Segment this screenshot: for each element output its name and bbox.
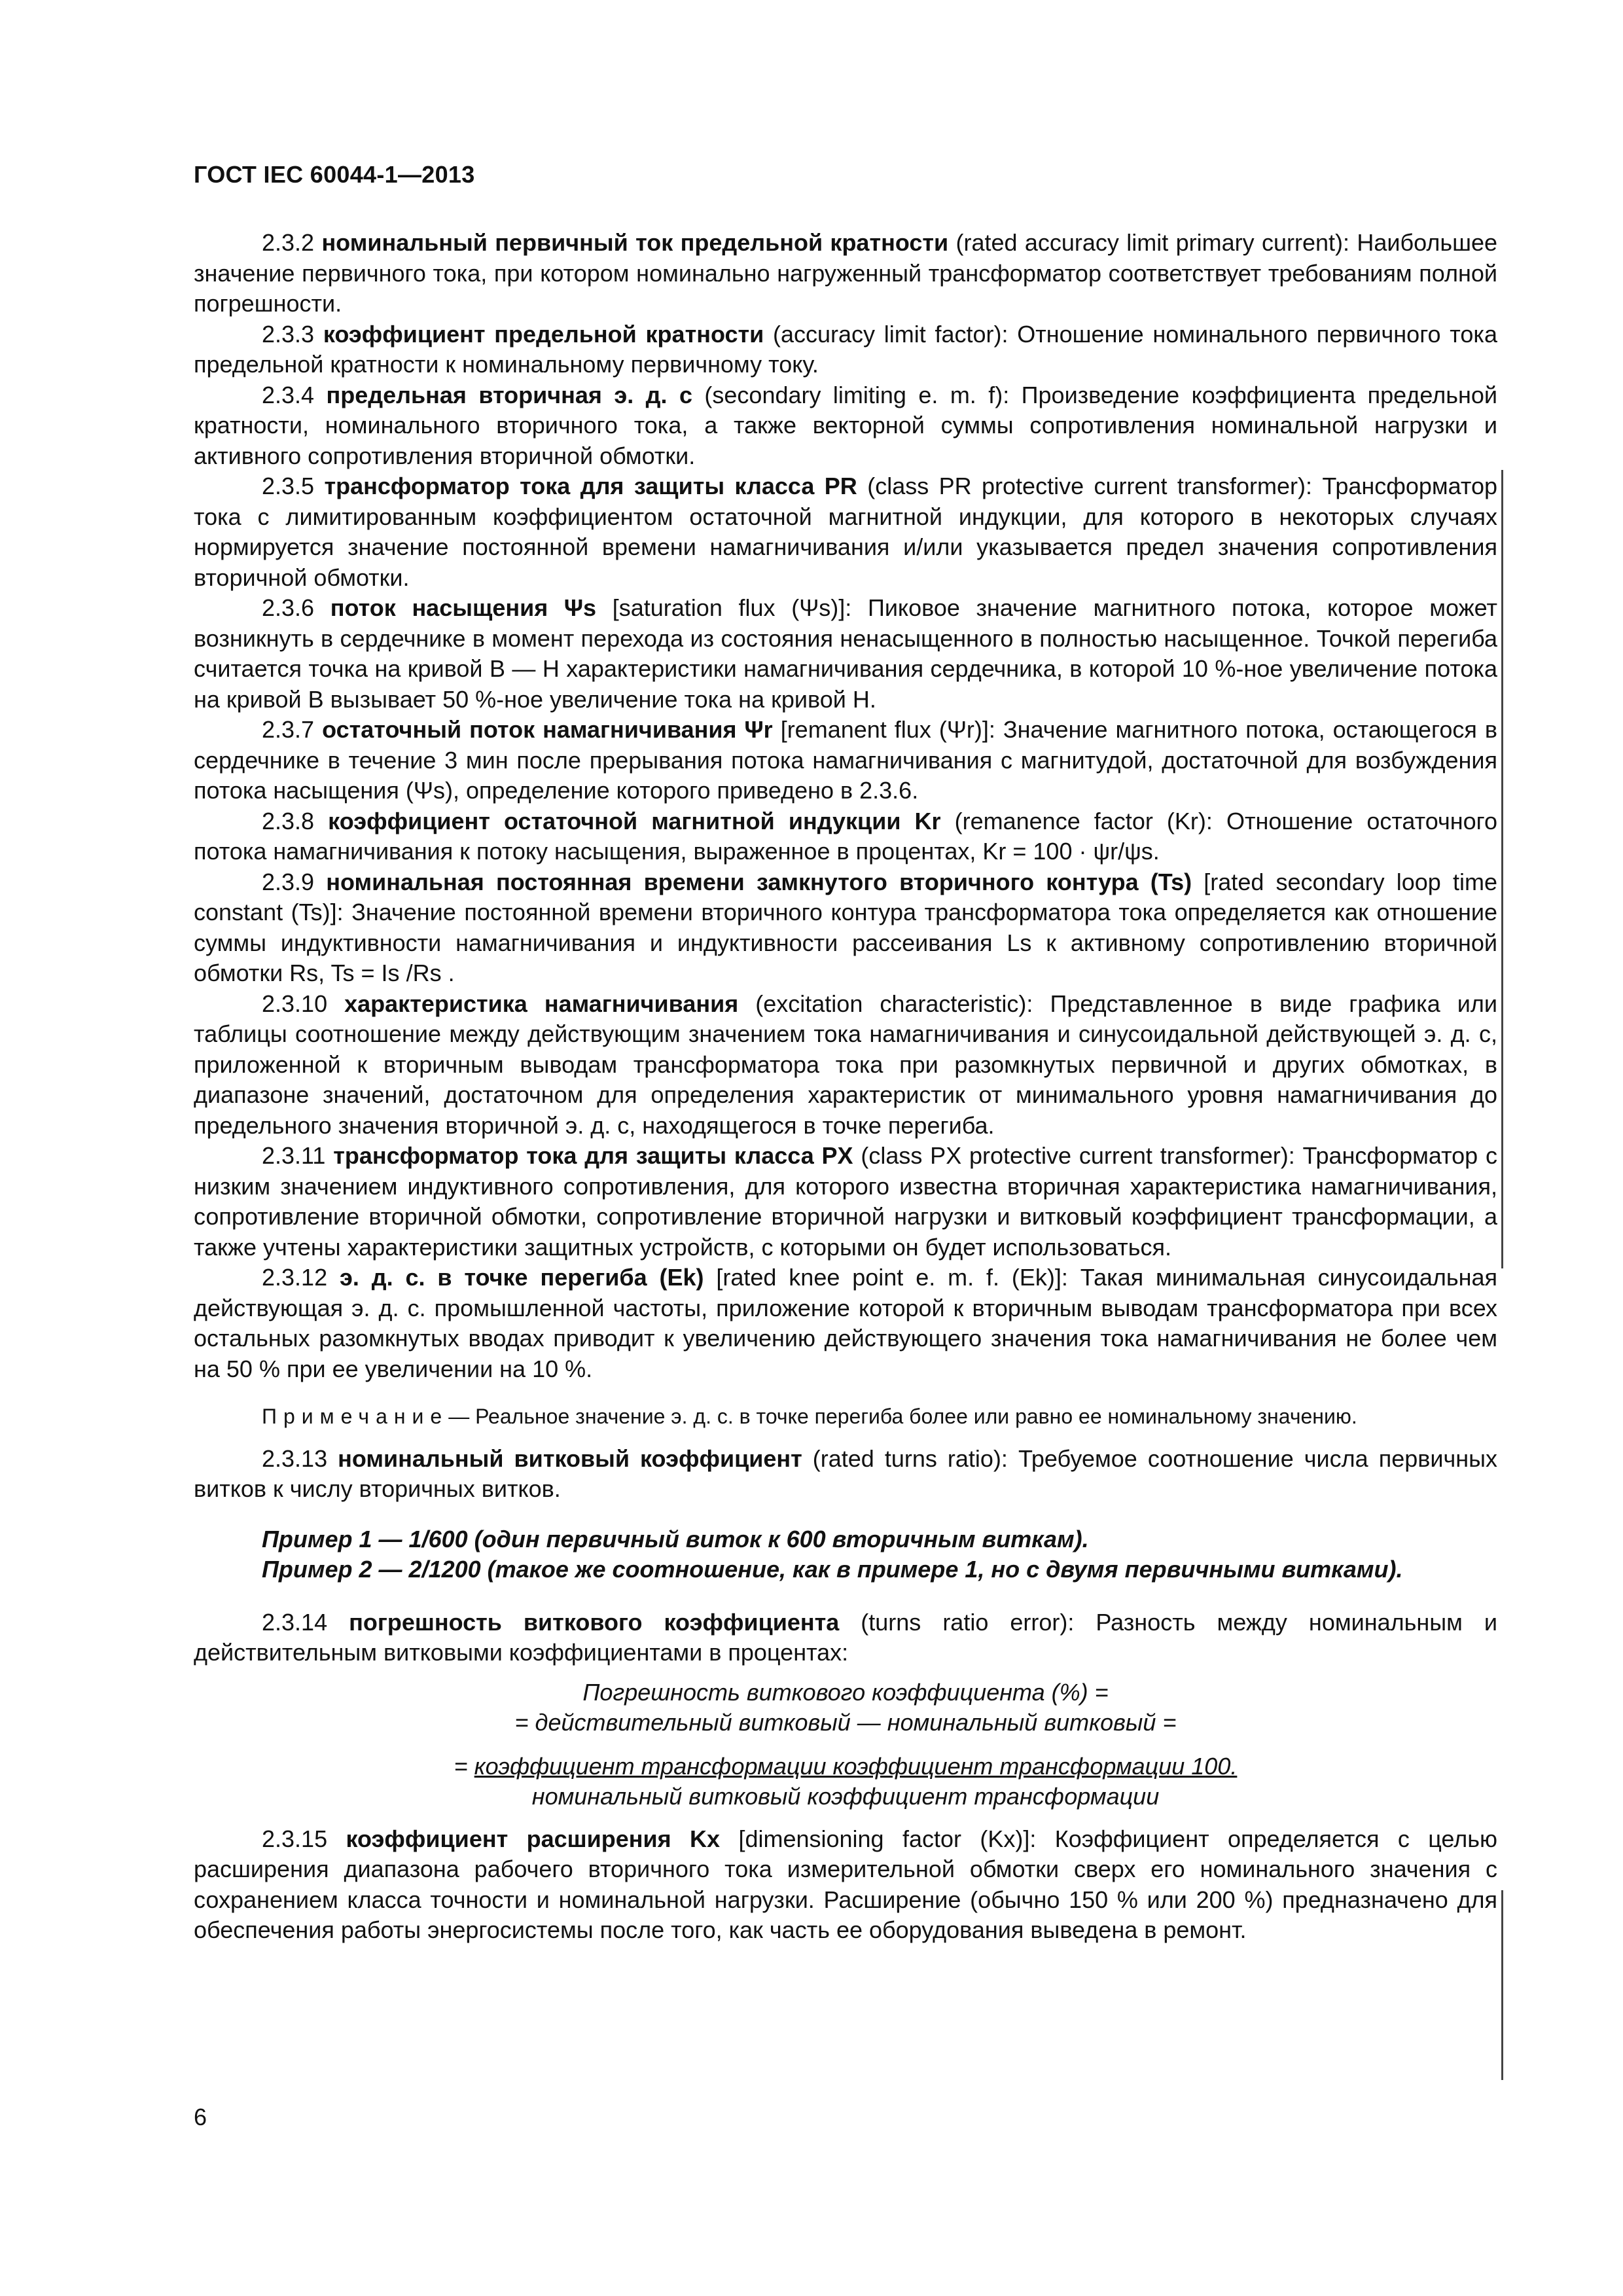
clause-number: 2.3.10 [262, 990, 328, 1017]
definition-2-3-9 [194, 867, 1497, 989]
document-header: ГОСТ IEC 60044-1—2013 [194, 161, 475, 188]
note [194, 1401, 1497, 1432]
definition-text: [saturation flux (Ψs)]: Пиковое значение магнитного потока, которое может возникнуть в сердечнике в момент перехода из состояния ненасыщенного в полностью насыщенное. Точкой перегиба считается точка на кривой В — Н характеристики намагничивания сердечника, в которой 10 %-ное увеличение потока на кривой В вызывает 50 %-ное увеличение тока на кривой Н. [194, 594, 1497, 713]
definition-text: (remanence factor (Kr): Отношение остаточного потока намагничивания к потоку насыщения, выраженное в процентах, Kr = 100 · ψr/ψs. [194, 807, 1497, 865]
term: остаточный поток намагничивания Ψr [322, 716, 773, 743]
clause-number: 2.3.12 [262, 1264, 328, 1291]
definition-text: (accuracy limit factor): Отношение номинального первичного тока предельной кратности к номинальному первичному току. [194, 320, 1497, 378]
definition-text: [rated secondary loop time constant (Ts)]: Значение постоянной времени вторичного контура трансформатора тока определяется как отношение суммы индуктивности намагничивания и индуктивности рассеивания Ls к активному сопротивлению вторичной обмотки Rs, Ts = Is /Rs . [194, 868, 1497, 986]
term: погрешность виткового коэффициента [349, 1608, 840, 1636]
clause-number: 2.3.13 [262, 1444, 328, 1472]
term: номинальная постоянная времени замкнутого вторичного контура (Ts) [326, 868, 1192, 895]
definition-text: (secondary limiting e. m. f): Произведение коэффициента предельной кратности, номинального вторичного тока, а также векторной суммы сопротивления номинальной нагрузки и активного сопротивления вторичной обмотки. [194, 381, 1498, 469]
formula-numerator: коэффициент трансформации коэффициент трансформации 100. [474, 1752, 1238, 1780]
clause-number: 2.3.2 [262, 229, 315, 256]
clause-number: 2.3.8 [262, 807, 315, 834]
definition-2-3-10 [194, 989, 1497, 1141]
definition-text: [dimensioning factor (Kx)]: Коэффициент определяется с целью расширения диапазона рабочего вторичного тока измерительной обмотки сверх его номинального значения с сохранением класса точности и номинальной нагрузки. Расширение (обычно 150 % или 200 %) предназначено для обеспечения работы энергосистемы после того, как часть ее оборудования выведена в ремонт. [194, 1825, 1497, 1943]
clause-number: 2.3.4 [262, 381, 315, 408]
definition-2-3-7 [194, 715, 1497, 806]
definition-2-3-11 [194, 1141, 1497, 1263]
term: трансформатор тока для защиты класса PX [333, 1142, 853, 1169]
formula-prefix: = [454, 1752, 474, 1780]
definition-text: (class PX protective current transformer): Трансформатор с низким значением индуктивного сопротивления, для которого известна вторичная характеристика намагничивания, сопротивление вторичной обмотки, сопротивление вторичной нагрузки и витковый коэффициент трансформации, а также учтены характеристики защитных устройств, с которыми он будет использоваться. [194, 1142, 1497, 1261]
term: коэффициент предельной кратности [323, 320, 764, 348]
formula-block [194, 1677, 1497, 1812]
change-bar [1501, 470, 1503, 1268]
term: номинальный первичный ток предельной кратности [321, 229, 949, 256]
clause-number: 2.3.11 [262, 1142, 326, 1169]
definition-2-3-14 [194, 1607, 1497, 1668]
document-body [194, 228, 1497, 1946]
clause-number: 2.3.9 [262, 868, 315, 895]
term: поток насыщения Ψs [330, 594, 597, 621]
clause-number: 2.3.15 [262, 1825, 328, 1852]
definition-2-3-3 [194, 319, 1497, 380]
definition-text: (excitation characteristic): Представленное в виде графика или таблицы соотношение между действующим значением тока намагничивания и синусоидальной действующей э. д. с, приложенной к вторичным выводам трансформатора тока при разомкнутых первичной и других обмотках, в диапазоне значений, достаточном для определения характеристик от минимального уровня намагничивания до предельного значения вторичной э. д. с, находящегося в точке перегиба. [194, 990, 1497, 1139]
page-number: 6 [194, 2104, 207, 2130]
term: номинальный витковый коэффициент [338, 1444, 802, 1472]
definition-text: [remanent flux (Ψr)]: Значение магнитного потока, остающегося в сердечнике в течение 3 мин после прерывания потока намагничивания с магнитудой, достаточной для возбуждения потока насыщения (Ψs), определение которого приведено в 2.3.6. [194, 716, 1497, 804]
formula-line-1: Погрешность виткового коэффициента (%) = [582, 1678, 1109, 1706]
definition-2-3-8 [194, 806, 1497, 867]
definition-2-3-6 [194, 593, 1497, 715]
definition-2-3-2 [194, 228, 1497, 319]
definition-2-3-13 [194, 1444, 1497, 1505]
definition-text: (rated turns ratio): Требуемое соотношение числа первичных витков к числу вторичных витков. [194, 1444, 1497, 1502]
clause-number: 2.3.7 [262, 716, 315, 743]
formula-spacer [194, 1738, 1497, 1751]
term: э. д. с. в точке перегиба (Ek) [339, 1264, 704, 1291]
definition-2-3-15 [194, 1824, 1497, 1946]
definition-2-3-5 [194, 471, 1497, 593]
formula-denominator: номинальный витковый коэффициент трансформации [531, 1783, 1160, 1810]
term: коэффициент расширения Kx [346, 1825, 721, 1852]
example-1: Пример 1 — 1/600 (один первичный виток к 600 вторичным виткам). [262, 1525, 1089, 1552]
definition-text: (rated accuracy limit primary current): Наибольшее значение первичного тока, при котором номинально нагруженный трансформатор соответствует требованиям полной погрешности. [194, 229, 1498, 317]
definition-text: (class PR protective current transformer): Трансформатор тока с лимитированным коэффициентом остаточной магнитной индукции, для которого в некоторых случаях нормируется значение постоянной времени намагничивания и/или указывается предел значения сопротивления вторичной обмотки. [194, 473, 1498, 591]
term: коэффициент остаточной магнитной индукции Kr [328, 807, 941, 834]
note-text: — Реальное значение э. д. с. в точке перегиба более или равно ее номинальному значению. [448, 1405, 1357, 1428]
definition-2-3-12 [194, 1263, 1497, 1384]
clause-number: 2.3.14 [262, 1608, 328, 1636]
formula-line-2: = действительный витковый — номинальный витковый = [514, 1709, 1177, 1736]
term: характеристика намагничивания [344, 990, 739, 1017]
term: трансформатор тока для защиты класса PR [324, 473, 857, 499]
definition-text: [rated knee point e. m. f. (Ek)]: Такая минимальная синусоидальная действующая э. д. с. промышленной частоты, приложение которой к вторичным выводам трансформатора при всех остальных разомкнутых вводах приводит к увеличению действующего значения тока намагничивания не более чем на 50 % при ее увеличении на 10 %. [194, 1264, 1497, 1382]
note-label: Примечание [262, 1405, 449, 1428]
formula-line-3 [194, 1751, 1497, 1782]
example-2: Пример 2 — 2/1200 (такое же соотношение, как в примере 1, но с двумя первичными витками). [262, 1556, 1403, 1583]
term: предельная вторичная э. д. с [326, 381, 692, 408]
change-bar [1501, 1890, 1503, 2080]
clause-number: 2.3.6 [262, 594, 315, 621]
definition-text: (turns ratio error): Разность между номинальным и действительным витковыми коэффициентами в процентах: [194, 1608, 1497, 1666]
definition-2-3-4 [194, 380, 1497, 472]
examples-block [262, 1524, 1497, 1585]
clause-number: 2.3.3 [262, 320, 315, 348]
clause-number: 2.3.5 [262, 473, 315, 499]
